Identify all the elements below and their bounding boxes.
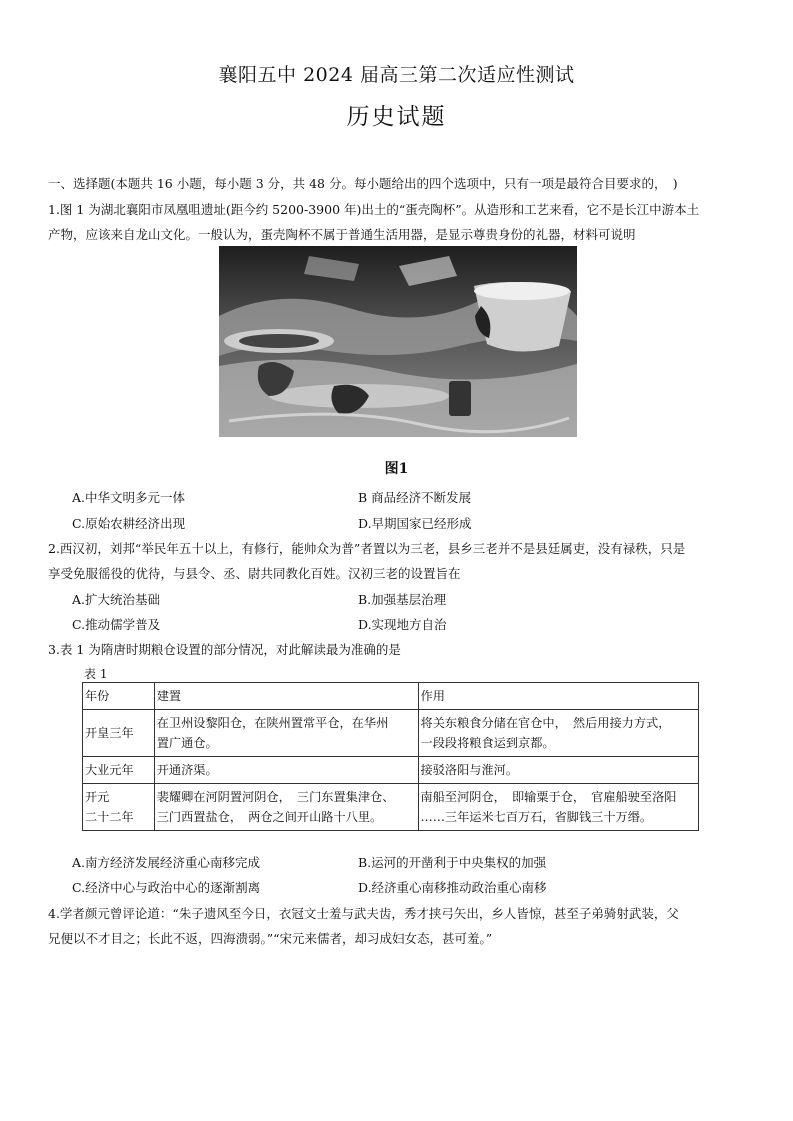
table-header-row <box>83 683 699 710</box>
table-cell-use <box>418 784 698 831</box>
granary-table <box>82 682 699 831</box>
table-cell-year: 开皇三年 <box>83 710 155 757</box>
q4-stem-line2: 兄便以不才目之；长此不返，四海溃弱。”“宋元来儒者，却习成妇女态，甚可羞。” <box>48 931 493 946</box>
table-cell-line: 一段段将粮食运到京都。 <box>420 736 555 750</box>
table-label: 表 1 <box>84 667 108 681</box>
figure-caption: 图1 <box>384 461 409 477</box>
table-cell-line: 三门西置盐仓， 两仓之间开山路十八里。 <box>156 810 383 824</box>
table-row <box>83 784 699 831</box>
q1-option-a: A.中华文明多元一体 <box>72 490 186 505</box>
q1-stem-line1: 1.图 1 为湖北襄阳市凤凰咀遗址(距今约 5200-3900 年)出土的“蛋壳陶杯”。从造形和工艺来看，它不是长江中游本土 <box>48 202 700 217</box>
q1-option-b: B 商品经济不断发展 <box>358 490 472 505</box>
q3-option-b: B.运河的开凿利于中央集权的加强 <box>358 855 547 870</box>
q2-option-c: C.推动儒学普及 <box>72 617 161 632</box>
q2-option-d: D.实现地方自治 <box>358 617 447 632</box>
q2-stem-line1: 2.西汉初，刘邦“举民年五十以上，有修行，能帅众为普”者置以为三老，县乡三老并不是县廷属吏，没有禄秩，只是 <box>48 541 686 556</box>
table-header-use: 作用 <box>418 683 698 710</box>
eggshell-pottery-photo <box>219 246 577 437</box>
table-cell-line: 将关东粮食分储在官仓中， 然后用接力方式， <box>420 716 671 730</box>
table-row <box>83 757 699 784</box>
table-header-year: 年份 <box>83 683 155 710</box>
table-cell-line: 二十二年 <box>85 810 134 824</box>
table-cell-year <box>83 784 155 831</box>
section-heading: 一、选择题(本题共 16 小题，每小题 3 分，共 48 分。每小题给出的四个选项中，只有一项是最符合目要求的， ) <box>48 176 678 191</box>
exam-subtitle: 历史试题 <box>346 104 447 130</box>
q3-option-d: D.经济重心南移推动政治重心南移 <box>358 880 547 895</box>
exam-title: 襄阳五中 2024 届高三第二次适应性测试 <box>218 64 575 86</box>
q1-option-c: C.原始农耕经济出现 <box>72 516 186 531</box>
table-cell-line: 裴耀卿在河阴置河阴仓， 三门东置集津仓、 <box>156 790 395 804</box>
q2-option-b: B.加强基层治理 <box>358 592 447 607</box>
table-cell-use: 接驳洛阳与淮河。 <box>418 757 698 784</box>
q3-option-a: A.南方经济发展经济重心南移完成 <box>72 855 261 870</box>
table-cell-line: 在卫州设黎阳仓，在陕州置常平仓，在华州 <box>156 716 389 730</box>
q3-option-c: C.经济中心与政治中心的逐渐割离 <box>72 880 261 895</box>
table-cell-use <box>418 710 698 757</box>
table-cell-line: ……三年运米七百万石，省脚钱三十万缗。 <box>420 810 653 824</box>
table-cell-year: 大业元年 <box>83 757 155 784</box>
table-cell-build <box>154 710 418 757</box>
table-cell-build: 开通济渠。 <box>154 757 418 784</box>
table-cell-line: 南船至河阴仓， 即输粟于仓， 官雇船驶至洛阳 <box>420 790 677 804</box>
q1-stem-line2: 产物，应该来自龙山文化。一般认为，蛋壳陶杯不属于普通生活用器，是显示尊贵身份的礼器，材料可说明 <box>48 227 636 242</box>
table-cell-line: 置广通仓。 <box>156 736 218 750</box>
q2-stem-line2: 享受免服徭役的优待，与县令、丞、尉共同教化百姓。汉初三老的设置旨在 <box>48 566 461 581</box>
q1-option-d: D.早期国家已经形成 <box>358 516 472 531</box>
table-cell-line: 开元 <box>85 790 110 804</box>
q3-stem: 3.表 1 为隋唐时期粮仓设置的部分情况，对此解读最为准确的是 <box>48 642 401 657</box>
q2-option-a: A.扩大统治基础 <box>72 592 161 607</box>
q4-stem-line1: 4.学者颜元曾评论道：“朱子遗风至今日，衣冠文士羞与武夫齿，秀才挟弓矢出，乡人皆惊，甚至子弟骑射武装，父 <box>48 906 679 921</box>
table-cell-build <box>154 784 418 831</box>
table-row <box>83 710 699 757</box>
table-header-build: 建置 <box>154 683 418 710</box>
